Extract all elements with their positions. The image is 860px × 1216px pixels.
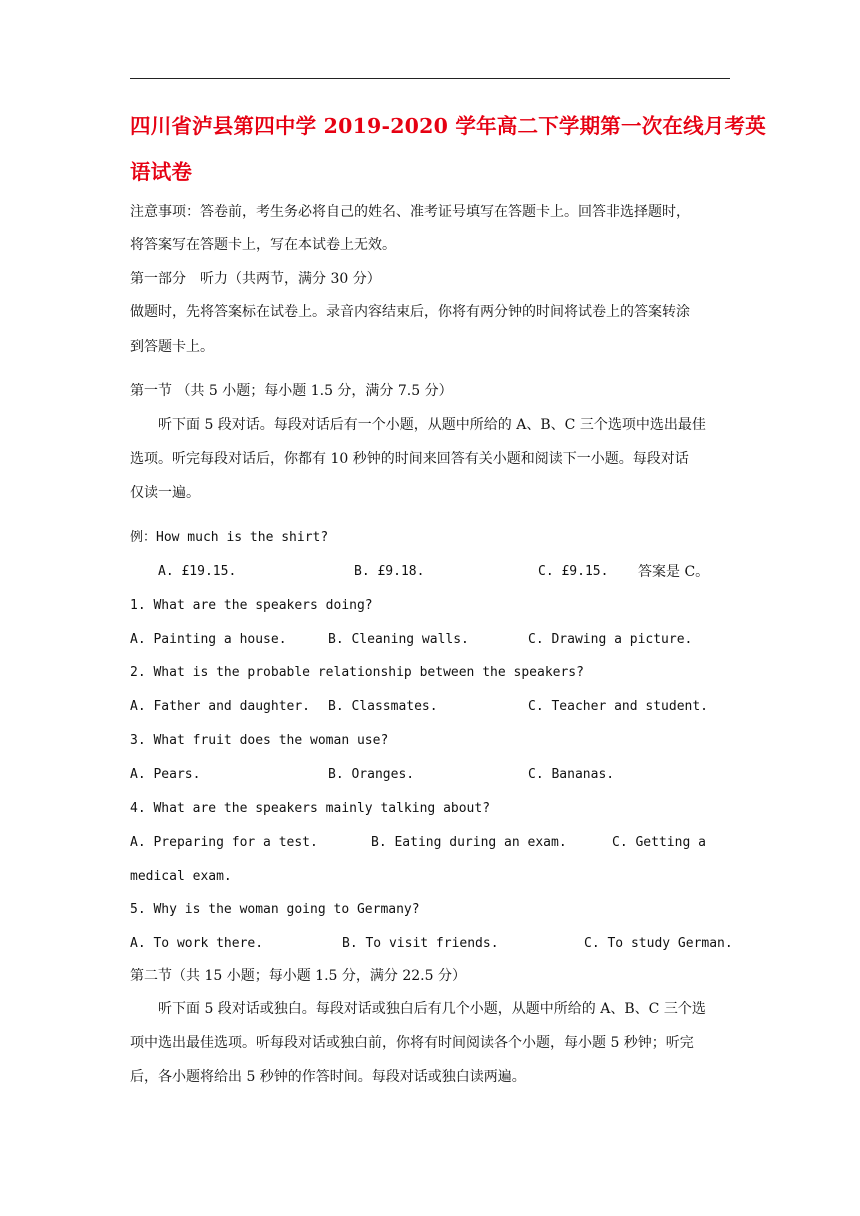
q5-option-b: B. To visit friends. bbox=[342, 936, 499, 951]
example-option-b: B. £9.18. bbox=[354, 564, 425, 579]
doc-title-cont: 语试卷 bbox=[130, 160, 193, 184]
q5-option-a: A. To work there. bbox=[130, 936, 264, 951]
q2-option-b: B. Classmates. bbox=[328, 699, 438, 714]
question-5: 5. Why is the woman going to Germany? bbox=[130, 902, 420, 917]
header-rule bbox=[130, 78, 730, 79]
example-option-a: A. £19.15. bbox=[158, 564, 237, 579]
example-option-c: C. £9.15. bbox=[538, 564, 609, 579]
section2-heading: 第二节（共 15 小题；每小题 1.5 分，满分 22.5 分） bbox=[130, 968, 466, 984]
section1-instructions-cont: 选项。听完每段对话后，你都有 10 秒钟的时间来回答有关小题和阅读下一小题。每段对话 bbox=[130, 451, 689, 467]
part1-heading: 第一部分 听力（共两节，满分 30 分） bbox=[130, 271, 381, 287]
q4-option-b: B. Eating during an exam. bbox=[371, 835, 567, 850]
example-answer: 答案是 C。 bbox=[638, 564, 710, 580]
q5-option-c: C. To study German. bbox=[584, 936, 733, 951]
section2-instructions-end: 后，各小题将给出 5 秒钟的作答时间。每段对话或独白读两遍。 bbox=[130, 1069, 526, 1085]
q3-option-a: A. Pears. bbox=[130, 767, 201, 782]
notice-text-cont: 将答案写在答题卡上，写在本试卷上无效。 bbox=[130, 237, 396, 253]
question-1: 1. What are the speakers doing? bbox=[130, 598, 373, 613]
section1-instructions: 听下面 5 段对话。每段对话后有一个小题，从题中所给的 A、B、C 三个选项中选出最佳 bbox=[158, 417, 706, 433]
example-question: 例：How much is the shirt? bbox=[130, 530, 329, 545]
q1-option-b: B. Cleaning walls. bbox=[328, 632, 469, 647]
section2-instructions-cont: 项中选出最佳选项。听每段对话或独白前，你将有时间阅读各个小题，每小题 5 秒钟；听完 bbox=[130, 1035, 694, 1051]
question-3: 3. What fruit does the woman use? bbox=[130, 733, 389, 748]
q4-option-a: A. Preparing for a test. bbox=[130, 835, 318, 850]
part1-instructions: 做题时，先将答案标在试卷上。录音内容结束后，你将有两分钟的时间将试卷上的答案转涂 bbox=[130, 304, 690, 320]
doc-title: 四川省泸县第四中学 2019-2020 学年高二下学期第一次在线月考英 bbox=[130, 114, 766, 138]
q1-option-c: C. Drawing a picture. bbox=[528, 632, 693, 647]
section1-instructions-end: 仅读一遍。 bbox=[130, 485, 200, 501]
q3-option-b: B. Oranges. bbox=[328, 767, 415, 782]
part1-instructions-cont: 到答题卡上。 bbox=[130, 339, 214, 355]
q4-option-c-cont: medical exam. bbox=[130, 869, 232, 884]
q4-option-c: C. Getting a bbox=[612, 835, 706, 850]
q2-option-c: C. Teacher and student. bbox=[528, 699, 709, 714]
q1-option-a: A. Painting a house. bbox=[130, 632, 287, 647]
question-2: 2. What is the probable relationship between the speakers? bbox=[130, 665, 584, 680]
question-4: 4. What are the speakers mainly talking about? bbox=[130, 801, 491, 816]
section1-heading: 第一节 （共 5 小题；每小题 1.5 分，满分 7.5 分） bbox=[130, 383, 453, 399]
section2-instructions: 听下面 5 段对话或独白。每段对话或独白后有几个小题，从题中所给的 A、B、C 三个选 bbox=[158, 1001, 706, 1017]
q3-option-c: C. Bananas. bbox=[528, 767, 615, 782]
q2-option-a: A. Father and daughter. bbox=[130, 699, 311, 714]
notice-text: 注意事项：答卷前，考生务必将自己的姓名、准考证号填写在答题卡上。回答非选择题时， bbox=[130, 204, 690, 220]
